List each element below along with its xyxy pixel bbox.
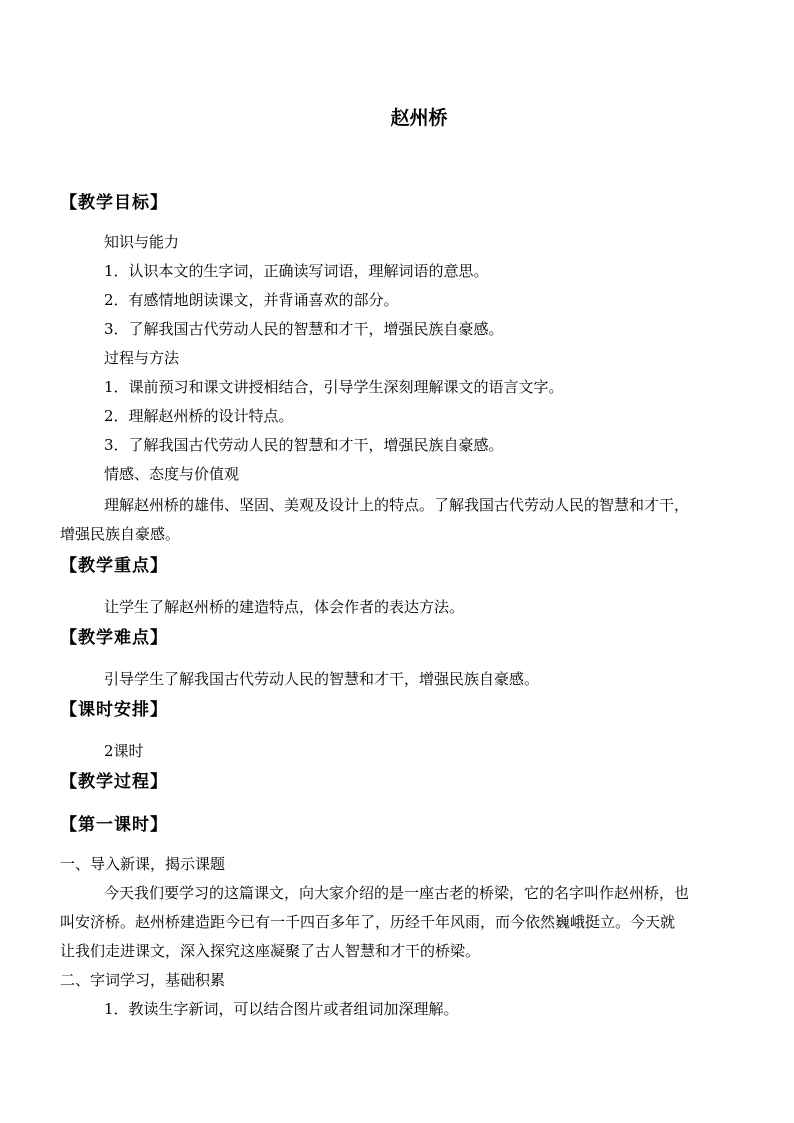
schedule-heading: 【课时安排】	[60, 700, 168, 720]
process-item: 3．了解我国古代劳动人民的智慧和才干，增强民族自豪感。	[104, 436, 504, 454]
section-paragraph-line: 叫安济桥。赵州桥建造距今已有一千四百多年了，历经千年风雨，而今依然巍峨挺立。今天就	[60, 913, 676, 931]
section-item: 1．教读生字新词，可以结合图片或者组词加深理解。	[104, 1000, 459, 1018]
emotion-subheading: 情感、态度与价值观	[104, 465, 240, 483]
key-points-text: 让学生了解赵州桥的建造特点，体会作者的表达方法。	[104, 598, 465, 616]
knowledge-subheading: 知识与能力	[104, 233, 180, 251]
difficulties-text: 引导学生了解我国古代劳动人民的智慧和才干，增强民族自豪感。	[104, 670, 540, 688]
key-points-heading: 【教学重点】	[60, 556, 168, 576]
process-subheading: 过程与方法	[104, 349, 180, 367]
knowledge-item: 1．认识本文的生字词，正确读写词语，理解词语的意思。	[104, 262, 489, 280]
section-title: 二、字词学习，基础积累	[60, 971, 226, 989]
first-lesson-heading: 【第一课时】	[60, 815, 168, 835]
section-paragraph-line: 让我们走进课文，深入探究这座凝聚了古人智慧和才干的桥梁。	[60, 942, 481, 960]
emotion-paragraph-line: 增强民族自豪感。	[60, 525, 181, 543]
process-heading: 【教学过程】	[60, 772, 168, 792]
section-paragraph-line: 今天我们要学习的这篇课文，向大家介绍的是一座古老的桥梁，它的名字叫作赵州桥，也	[104, 884, 690, 902]
process-item: 1．课前预习和课文讲授相结合，引导学生深刻理解课文的语言文字。	[104, 378, 564, 396]
process-item: 2．理解赵州桥的设计特点。	[104, 407, 294, 425]
section-title: 一、导入新课，揭示课题	[60, 855, 226, 873]
difficulties-heading: 【教学难点】	[60, 628, 168, 648]
knowledge-item: 3．了解我国古代劳动人民的智慧和才干，增强民族自豪感。	[104, 320, 504, 338]
objectives-heading: 【教学目标】	[60, 193, 168, 213]
knowledge-item: 2．有感情地朗读课文，并背诵喜欢的部分。	[104, 291, 399, 309]
schedule-text: 2课时	[104, 742, 144, 760]
emotion-paragraph-line: 理解赵州桥的雄伟、坚固、美观及设计上的特点。了解我国古代劳动人民的智慧和才干，	[104, 496, 690, 514]
document-title: 赵州桥	[390, 107, 448, 129]
